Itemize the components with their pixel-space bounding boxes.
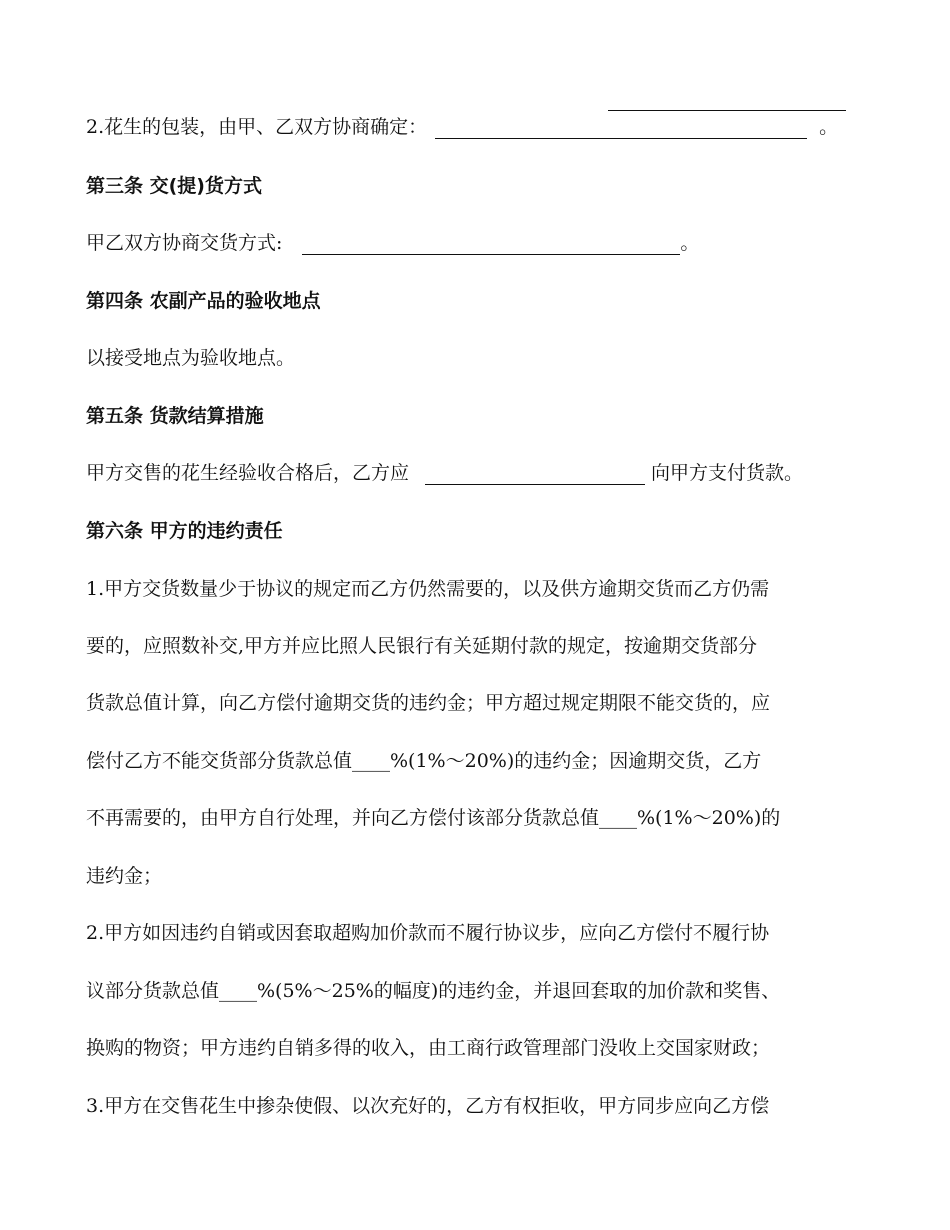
packaging-end: 。	[819, 116, 839, 138]
article-6-heading: 第六条 甲方的违约责任	[86, 520, 283, 542]
delivery-blank[interactable]	[302, 232, 680, 255]
paragraph-line: 1.甲方交货数量少于协议的规定而乙方仍然需要的，以及供方逾期交货而乙方仍需	[86, 578, 770, 600]
packaging-text: 2.花生的包装，由甲、乙双方协商确定：	[86, 116, 428, 138]
article-4-heading: 第四条 农副产品的验收地点	[86, 290, 321, 312]
payment-text-before: 甲方交售的花生经验收合格后，乙方应	[86, 462, 410, 484]
inspection-clause: 以接受地点为验收地点。	[86, 347, 296, 369]
paragraph-line: 违约金；	[86, 865, 163, 887]
delivery-text: 甲乙双方协商交货方式:	[86, 232, 283, 254]
packaging-clause	[86, 115, 876, 139]
paragraph-line: 要的，应照数补交,甲方并应比照人民银行有关延期付款的规定，按逾期交货部分	[86, 635, 758, 657]
fill-line-top	[608, 110, 846, 111]
payment-clause	[86, 461, 876, 485]
delivery-clause	[86, 231, 876, 255]
payment-blank[interactable]	[425, 462, 645, 485]
article-3-heading: 第三条 交(提)货方式	[86, 175, 262, 197]
article-5-heading: 第五条 货款结算措施	[86, 405, 264, 427]
paragraph-line: 不再需要的，由甲方自行处理，并向乙方偿付该部分货款总值____%(1%～20%)的	[86, 807, 781, 829]
paragraph-line: 2.甲方如因违约自销或因套取超购加价款而不履行协议步，应向乙方偿付不履行协	[86, 922, 770, 944]
paragraph-line: 议部分货款总值____%(5%～25%的幅度)的违约金，并退回套取的加价款和奖售、	[86, 980, 781, 1002]
payment-text-after: 向甲方支付货款。	[651, 462, 804, 484]
paragraph-line: 3.甲方在交售花生中掺杂使假、以次充好的，乙方有权拒收，甲方同步应向乙方偿	[86, 1095, 770, 1117]
paragraph-line: 货款总值计算，向乙方偿付逾期交货的违约金；甲方超过规定期限不能交货的，应	[86, 692, 771, 714]
packaging-blank[interactable]	[435, 116, 807, 139]
paragraph-line: 换购的物资；甲方违约自销多得的收入，由工商行政管理部门没收上交国家财政；	[86, 1037, 771, 1059]
paragraph-line: 偿付乙方不能交货部分货款总值____%(1%～20%)的违约金；因逾期交货，乙方	[86, 750, 762, 772]
delivery-end: 。	[680, 232, 700, 254]
